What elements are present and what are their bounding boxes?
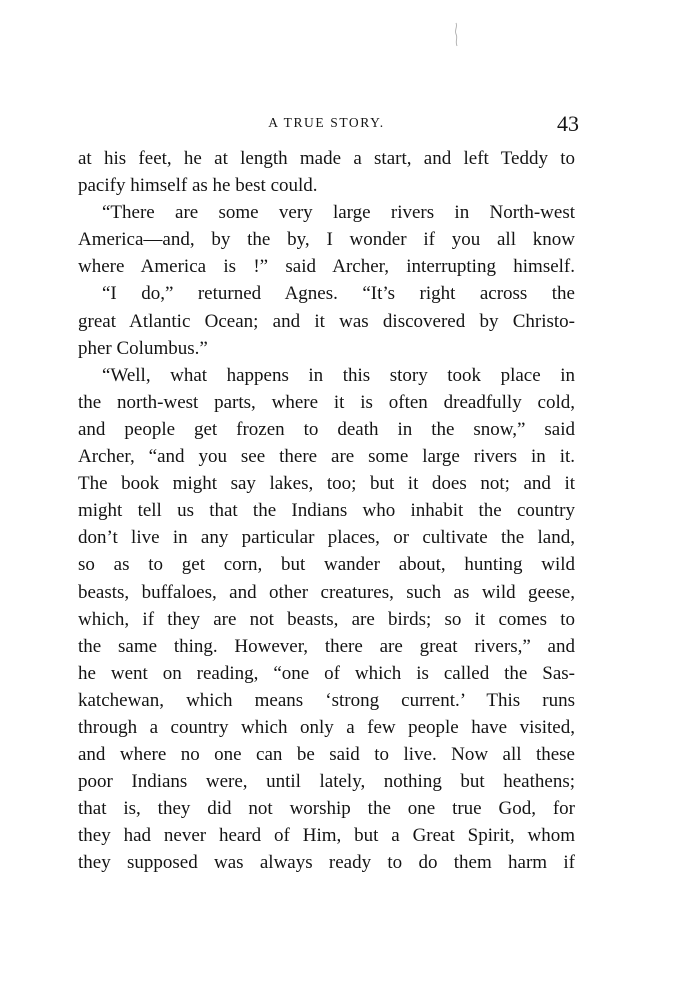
text-line: The book might say lakes, too; but it does not; and it bbox=[78, 473, 575, 495]
text-line: he went on reading, “one of which is called the Sas- bbox=[78, 662, 575, 684]
text-line: don’t live in any particular places, or cultivate the land, bbox=[78, 527, 575, 549]
text-line: katchewan, which means ‘strong current.’ This runs bbox=[78, 689, 575, 711]
text-line: beasts, buffaloes, and other creatures, such as wild geese, bbox=[78, 581, 575, 603]
text-line: which, if they are not beasts, are birds; so it comes to bbox=[78, 608, 575, 630]
text-line: pher Columbus.” bbox=[78, 337, 208, 359]
text-line: the north-west parts, where it is often dreadfully cold, bbox=[78, 391, 575, 413]
text-line: America—and, by the by, I wonder if you all know bbox=[78, 229, 575, 251]
text-line: poor Indians were, until lately, nothing but heathens; bbox=[78, 771, 575, 793]
body-text bbox=[78, 145, 575, 877]
page-number: 43 bbox=[557, 111, 579, 136]
text-line: they had never heard of Him, but a Great Spirit, whom bbox=[78, 825, 575, 847]
text-line: they supposed was always ready to do them harm if bbox=[78, 852, 575, 874]
running-title: A TRUE STORY. bbox=[268, 115, 385, 130]
text-line: “There are some very large rivers in North-west bbox=[102, 202, 575, 224]
running-head bbox=[78, 111, 579, 139]
text-line: and people get frozen to death in the snow,” said bbox=[78, 418, 575, 440]
pencil-mark bbox=[452, 22, 460, 48]
text-line: and where no one can be said to live. Now all these bbox=[78, 744, 575, 766]
text-line: “I do,” returned Agnes. “It’s right across the bbox=[102, 283, 575, 305]
text-line: that is, they did not worship the one true God, for bbox=[78, 798, 575, 820]
text-line: the same thing. However, there are great rivers,” and bbox=[78, 635, 575, 657]
text-line: at his feet, he at length made a start, and left Teddy to bbox=[78, 148, 575, 169]
text-line: might tell us that the Indians who inhabit the country bbox=[78, 500, 575, 522]
text-line: “Well, what happens in this story took place in bbox=[102, 364, 575, 386]
text-line: through a country which only a few people have visited, bbox=[78, 716, 575, 738]
text-line: where America is !” said Archer, interrupting himself. bbox=[78, 256, 575, 278]
text-line: Archer, “and you see there are some large rivers in it. bbox=[78, 446, 575, 468]
text-line: pacify himself as he best could. bbox=[78, 175, 318, 197]
text-line: so as to get corn, but wander about, hunting wild bbox=[78, 554, 575, 576]
text-line: great Atlantic Ocean; and it was discovered by Christo- bbox=[78, 310, 575, 332]
